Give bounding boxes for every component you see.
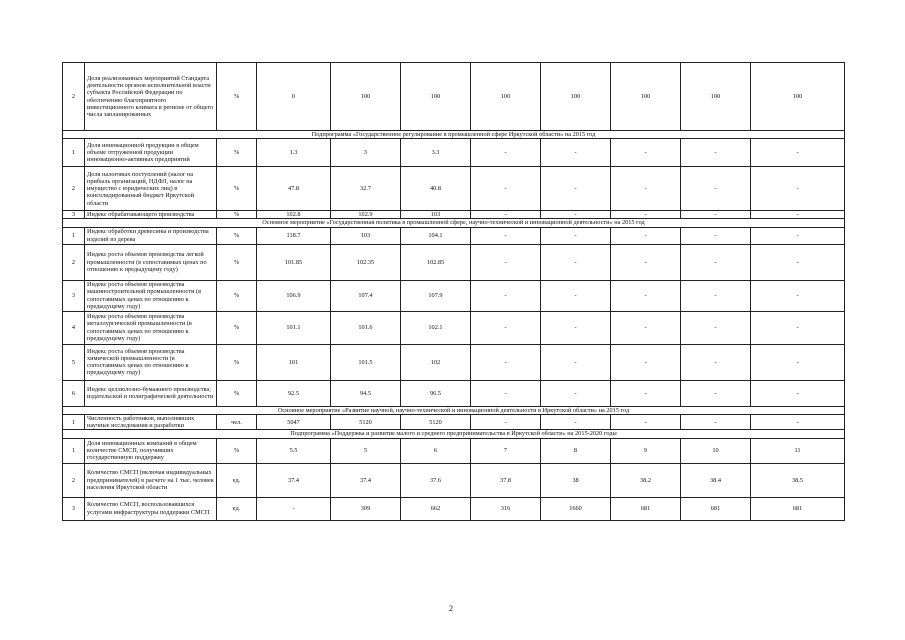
value-cell: - [681, 167, 751, 211]
unit-cell: % [217, 380, 257, 406]
value-cell: 103 [401, 211, 471, 219]
row-number: 2 [63, 63, 85, 131]
value-cell: 92.5 [257, 380, 331, 406]
value-cell: - [751, 227, 845, 244]
value-cell: - [681, 380, 751, 406]
value-cell: 100 [611, 63, 681, 131]
value-cell: 681 [611, 497, 681, 520]
value-cell: - [681, 139, 751, 167]
value-cell: - [541, 414, 611, 429]
value-cell: - [541, 167, 611, 211]
unit-cell: % [217, 167, 257, 211]
value-cell: 40.8 [401, 167, 471, 211]
row-number: 5 [63, 344, 85, 380]
value-cell: - [611, 414, 681, 429]
value-cell: - [751, 380, 845, 406]
row-number: 1 [63, 227, 85, 244]
value-cell: 118.7 [257, 227, 331, 244]
value-cell: 101.6 [331, 311, 401, 344]
value-cell: 37.8 [471, 463, 541, 497]
table-row [63, 167, 845, 211]
section-title: Подпрограмма «Поддержка и развитие малого и среднего предпринимательства в Иркутской области» на 2015-2020 годы [63, 430, 845, 438]
value-cell: 1660 [541, 497, 611, 520]
value-cell: - [541, 380, 611, 406]
indicator-name: Доля реализованных мероприятий Стандарта деятельности органов исполнительной власти субъекта Российской Федерации по обеспечению благоприятного инвестиционного климата в регионе от общего числа запланированных [85, 63, 217, 131]
unit-cell: % [217, 139, 257, 167]
value-cell: 5120 [331, 414, 401, 429]
unit-cell: чел. [217, 414, 257, 429]
value-cell: 102.9 [331, 211, 401, 219]
row-number: 6 [63, 380, 85, 406]
unit-cell: ед. [217, 463, 257, 497]
value-cell: - [471, 414, 541, 429]
value-cell: 101 [257, 344, 331, 380]
unit-cell: % [217, 244, 257, 280]
section-title: Подпрограмма «Государственное регулирование в промышленной сфере Иркутской области» на 2015 год [63, 131, 845, 139]
value-cell: - [471, 227, 541, 244]
table-row [63, 344, 845, 380]
value-cell: 37.4 [257, 463, 331, 497]
value-cell: 681 [751, 497, 845, 520]
value-cell: - [751, 139, 845, 167]
indicator-name: Индекс роста объемов производства химической промышленности (в сопоставимых ценах по отношению к предыдущему году) [85, 344, 217, 380]
value-cell: 309 [331, 497, 401, 520]
value-cell: - [751, 344, 845, 380]
value-cell: 11 [751, 438, 845, 463]
value-cell: - [611, 380, 681, 406]
value-cell: - [541, 280, 611, 311]
unit-cell: % [217, 63, 257, 131]
value-cell: 1.3 [257, 139, 331, 167]
table-row [63, 311, 845, 344]
value-cell: - [681, 311, 751, 344]
section-header-row [63, 219, 845, 227]
value-cell: - [611, 139, 681, 167]
value-cell: 3 [331, 139, 401, 167]
value-cell: - [541, 211, 611, 219]
row-number: 4 [63, 311, 85, 344]
row-number: 3 [63, 280, 85, 311]
value-cell: 47.8 [257, 167, 331, 211]
table-row [63, 63, 845, 131]
value-cell: - [541, 311, 611, 344]
value-cell: - [471, 244, 541, 280]
page-number: 2 [449, 604, 453, 613]
indicator-name: Индекс обработки древесины и производства изделий из дерева [85, 227, 217, 244]
row-number: 1 [63, 139, 85, 167]
value-cell: - [751, 280, 845, 311]
unit-cell: % [217, 311, 257, 344]
value-cell: 100 [401, 63, 471, 131]
value-cell: - [681, 414, 751, 429]
value-cell: 104.1 [401, 227, 471, 244]
indicator-name: Индекс роста объемов производства легкой промышленности (в сопоставимых ценах по отношению к предыдущему году) [85, 244, 217, 280]
unit-cell: % [217, 211, 257, 219]
unit-cell: % [217, 280, 257, 311]
value-cell: - [751, 211, 845, 219]
value-cell: 38.5 [751, 463, 845, 497]
indicators-table [62, 62, 845, 521]
indicator-name: Численность работников, выполнявших научные исследования и разработки [85, 414, 217, 429]
value-cell: - [751, 311, 845, 344]
indicator-name: Индекс целлюлозно-бумажного производства; издательской и полиграфической деятельности [85, 380, 217, 406]
value-cell: - [611, 211, 681, 219]
value-cell: 102.8 [257, 211, 331, 219]
indicator-name: Индекс роста объемов производства машиностроительной промышленности (в сопоставимых ценах по отношению к предыдущему году) [85, 280, 217, 311]
table-row [63, 414, 845, 429]
table-row [63, 139, 845, 167]
value-cell: - [541, 227, 611, 244]
value-cell: - [541, 139, 611, 167]
row-number: 3 [63, 211, 85, 219]
table-row [63, 497, 845, 520]
value-cell: 37.6 [401, 463, 471, 497]
section-title: Основное мероприятие «Развитие научной, научно-технической и инновационной деятельности в Иркутской области» на 2015 год [63, 406, 845, 414]
value-cell: - [471, 167, 541, 211]
value-cell: - [751, 167, 845, 211]
row-number: 1 [63, 414, 85, 429]
value-cell: 0 [257, 63, 331, 131]
row-number: 1 [63, 438, 85, 463]
unit-cell: % [217, 438, 257, 463]
value-cell: 10 [681, 438, 751, 463]
value-cell: 32.7 [331, 167, 401, 211]
value-cell: 5 [331, 438, 401, 463]
indicator-name: Количество СМСП (включая индивидуальных предпринимателей) в расчете на 1 тыс. человек населения Иркутской области [85, 463, 217, 497]
value-cell: - [471, 280, 541, 311]
value-cell: 681 [681, 497, 751, 520]
value-cell: 101.85 [257, 244, 331, 280]
value-cell: - [751, 244, 845, 280]
row-number: 3 [63, 497, 85, 520]
value-cell: - [471, 311, 541, 344]
value-cell: 6 [401, 438, 471, 463]
value-cell: - [611, 311, 681, 344]
section-title: Основное мероприятие «Государственная политика в промышленной сфере, научно-технической и инновационной деятельности» на 2015 год [63, 219, 845, 227]
table-row [63, 380, 845, 406]
value-cell: - [611, 344, 681, 380]
table-row [63, 280, 845, 311]
value-cell: 7 [471, 438, 541, 463]
table-row [63, 463, 845, 497]
value-cell: 100 [681, 63, 751, 131]
value-cell: - [681, 211, 751, 219]
unit-cell: ед. [217, 497, 257, 520]
value-cell: 5047 [257, 414, 331, 429]
value-cell: 38.2 [611, 463, 681, 497]
section-header-row [63, 131, 845, 139]
value-cell: 101.5 [331, 344, 401, 380]
value-cell: - [471, 344, 541, 380]
value-cell: 5.5 [257, 438, 331, 463]
value-cell: 662 [401, 497, 471, 520]
value-cell: 107.9 [401, 280, 471, 311]
value-cell: 38 [541, 463, 611, 497]
row-number: 2 [63, 167, 85, 211]
value-cell: 100 [471, 63, 541, 131]
table-row [63, 211, 845, 219]
value-cell: - [611, 227, 681, 244]
value-cell: - [471, 211, 541, 219]
value-cell: 38.4 [681, 463, 751, 497]
value-cell: 3.3 [401, 139, 471, 167]
value-cell: 9 [611, 438, 681, 463]
value-cell: - [611, 280, 681, 311]
value-cell: - [257, 497, 331, 520]
value-cell: 5120 [401, 414, 471, 429]
value-cell: 107.4 [331, 280, 401, 311]
indicator-name: Индекс роста объемов производства металлургической промышленности (в сопоставимых ценах по отношению к предыдущему году) [85, 311, 217, 344]
table-row [63, 227, 845, 244]
table-row [63, 244, 845, 280]
value-cell: 102.1 [401, 311, 471, 344]
value-cell: 94.5 [331, 380, 401, 406]
value-cell: 102.85 [401, 244, 471, 280]
indicator-name: Количество СМСП, воспользовавшихся услугами инфраструктуры поддержки СМСП [85, 497, 217, 520]
value-cell: 100 [751, 63, 845, 131]
row-number: 2 [63, 244, 85, 280]
value-cell: 102.35 [331, 244, 401, 280]
value-cell: - [611, 167, 681, 211]
indicator-name: Доля инновационной продукции в общем объеме отгруженной продукции инновационно-активных предприятий [85, 139, 217, 167]
value-cell: - [611, 244, 681, 280]
row-number: 2 [63, 463, 85, 497]
value-cell: - [541, 344, 611, 380]
value-cell: 8 [541, 438, 611, 463]
value-cell: 37.4 [331, 463, 401, 497]
value-cell: - [471, 139, 541, 167]
value-cell: 100 [331, 63, 401, 131]
indicator-name: Доля налоговых поступлений (налог на прибыль организаций, НДФЛ, налог на имущество с юридических лиц) в консолидированный бюджет Иркутской области [85, 167, 217, 211]
value-cell: - [471, 380, 541, 406]
indicator-name: Доля инновационных компаний в общем количестве СМСП, получивших государственную поддержку [85, 438, 217, 463]
value-cell: 101.1 [257, 311, 331, 344]
value-cell: 106.9 [257, 280, 331, 311]
value-cell: - [681, 344, 751, 380]
value-cell: 100 [541, 63, 611, 131]
section-header-row [63, 406, 845, 414]
value-cell: - [681, 244, 751, 280]
value-cell: 316 [471, 497, 541, 520]
value-cell: - [681, 280, 751, 311]
unit-cell: % [217, 344, 257, 380]
value-cell: - [541, 244, 611, 280]
value-cell: 102 [401, 344, 471, 380]
section-header-row [63, 430, 845, 438]
value-cell: - [681, 227, 751, 244]
table-row [63, 438, 845, 463]
indicator-name: Индекс обрабатывающего производства [85, 211, 217, 219]
value-cell: 96.5 [401, 380, 471, 406]
value-cell: 103 [331, 227, 401, 244]
value-cell: - [751, 414, 845, 429]
unit-cell: % [217, 227, 257, 244]
